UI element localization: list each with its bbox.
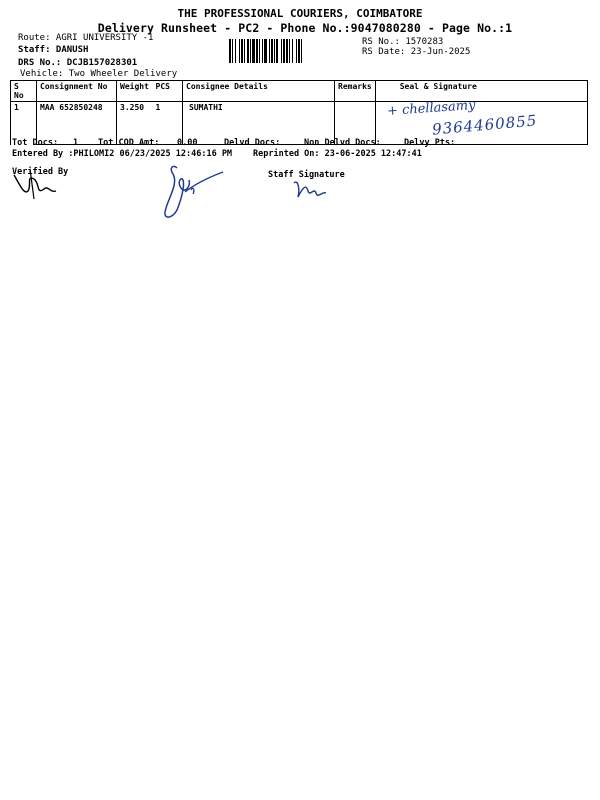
table-header-row xyxy=(11,81,588,102)
barcode-bar xyxy=(250,39,251,63)
barcode-bar xyxy=(292,39,293,63)
barcode-bar xyxy=(262,39,263,63)
barcode-bar xyxy=(286,39,288,63)
runsheet-subtitle: Delivery Runsheet - PC2 - Phone No.:9047080280 - Page No.:1 xyxy=(97,21,513,35)
col-consignee: Consignee Details xyxy=(183,81,335,102)
barcode-bar xyxy=(283,39,285,63)
barcode-bar xyxy=(276,39,278,63)
barcode-bar xyxy=(232,39,233,63)
staff-label: Staff: DANUSH xyxy=(18,45,89,55)
consignment-table xyxy=(10,80,588,145)
barcode-bar xyxy=(296,39,297,63)
barcode-bar xyxy=(269,39,270,63)
barcode-bar xyxy=(274,39,275,63)
barcode-bar xyxy=(271,39,273,63)
barcode-bar xyxy=(289,39,290,63)
reprinted-on: Reprinted On: 23-06-2025 12:47:41 xyxy=(253,149,422,159)
non-delvd-docs-label: Non Delvd Docs: xyxy=(304,138,381,148)
route-label: Route: AGRI UNIVERSITY -1 xyxy=(18,33,154,43)
cell-sno: 1 xyxy=(11,102,37,145)
barcode-bar xyxy=(235,39,236,63)
verified-by-signature xyxy=(10,165,60,205)
handwritten-receiver-phone: 9364460855 xyxy=(431,111,539,139)
tot-docs-value: 1 xyxy=(73,138,79,148)
delvy-pts-label: Delvy Pts: xyxy=(404,138,456,148)
company-title: THE PROFESSIONAL COURIERS, COIMBATORE xyxy=(177,7,423,20)
col-consignment: Consignment No xyxy=(37,81,117,102)
staff-signature-label: Staff Signature xyxy=(268,170,345,180)
vehicle-label: Vehicle: Two Wheeler Delivery xyxy=(20,69,178,79)
barcode-bar xyxy=(264,39,267,63)
receiver-signature xyxy=(155,160,230,225)
col-weight: Weight xyxy=(117,81,153,102)
cell-pcs: 1 xyxy=(153,102,183,145)
col-sno: S No xyxy=(11,81,37,102)
barcode-bar xyxy=(301,39,302,63)
barcode-bar xyxy=(281,39,282,63)
staff-signature xyxy=(290,175,330,205)
barcode-bar xyxy=(244,39,245,63)
barcode-bar xyxy=(259,39,260,63)
barcode-bar xyxy=(239,39,240,63)
barcode xyxy=(229,39,355,63)
drs-number: DRS No.: DCJB157028301 xyxy=(18,58,138,68)
rs-date: RS Date: 23-Jun-2025 xyxy=(362,47,471,57)
tot-cod-label: Tot COD Amt: xyxy=(98,138,160,148)
cell-consignee: SUMATHI xyxy=(183,102,335,145)
barcode-bar xyxy=(256,39,258,63)
barcode-bar xyxy=(229,39,231,63)
col-remarks: Remarks xyxy=(335,81,376,102)
rs-number: RS No.: 1570283 xyxy=(362,37,444,47)
handwritten-receiver-name: + chellasamy xyxy=(386,97,476,120)
cell-consignment: MAA 652850248 xyxy=(37,102,117,145)
col-pcs: PCS xyxy=(153,81,183,102)
verified-by-label: Verified By xyxy=(12,167,69,177)
col-seal: Seal & Signature xyxy=(375,81,587,102)
barcode-bar xyxy=(247,39,249,63)
entered-by: Entered By :PHILOMI2 06/23/2025 12:46:16 PM xyxy=(12,149,233,159)
barcode-bar xyxy=(298,39,300,63)
delvd-docs-label: Delvd Docs: xyxy=(224,138,281,148)
barcode-bar xyxy=(241,39,243,63)
tot-docs-label: Tot Docs: xyxy=(12,138,59,148)
cell-weight: 3.250 xyxy=(117,102,153,145)
barcode-bar xyxy=(252,39,255,63)
tot-cod-value: 0.00 xyxy=(177,138,198,148)
